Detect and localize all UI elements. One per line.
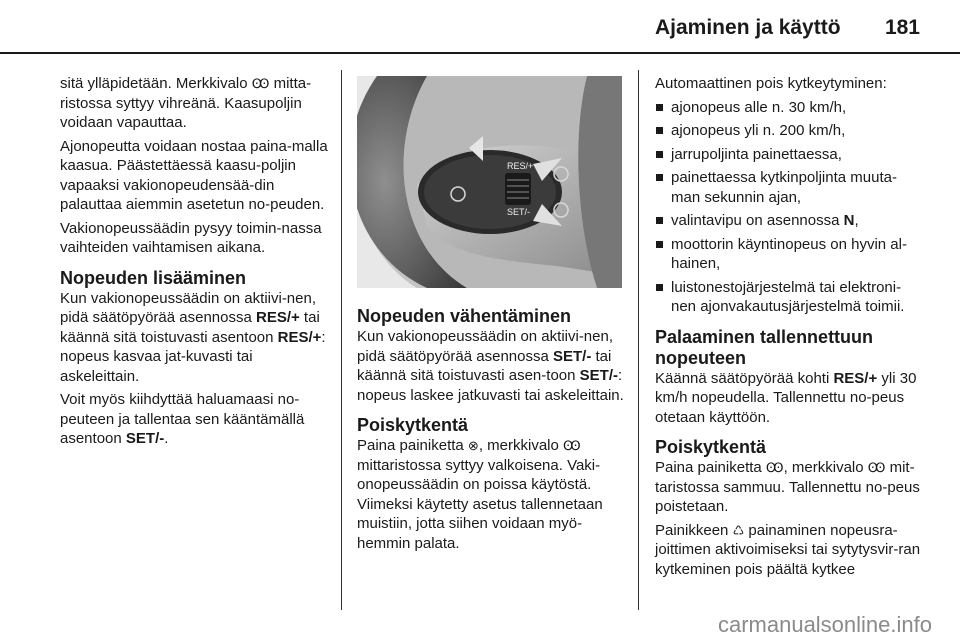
paragraph: Automaattinen pois kytkeytyminen: [655,75,887,92]
paragraph: Paina painiketta ⊗, merkkivalo Ꙭ mittaristossa syttyy valkoisena. Vaki-onopeussäädin on poissa käytöstä. Viimeksi käytetty asetus tallennetaan muistiin, jotta siihen voidaan myö-hemmin palata. [357,437,603,552]
watermark: carmanualsonline.info [717,612,932,637]
cruise-control-indicator-icon: Ꙭ [867,460,886,475]
list-item: luistonestojärjestelmä tai elektroni-nen ajonvakautusjärjestelmä toimii. [655,278,925,317]
cruise-control-button-icon: Ꙭ [765,460,784,475]
paragraph: Voit myös kiihdyttää haluamaasi no-peuteen ja tallentaa sen kääntämällä asentoon SET/-. [60,391,305,447]
column-left [60,74,328,453]
paragraph: Kun vakionopeussäädin on aktiivi-nen, pidä säätöpyörää asennossa SET/- tai käännä sitä toistuvasti asen-toon SET/-: nopeus laskee jatkuvasti tai askeleittain. [357,328,624,404]
page-number: 181 [884,16,920,39]
section-heading-off-2: Poiskytkentä [655,437,767,457]
cruise-control-indicator-icon: Ꙭ [563,438,581,453]
list-item: painettaessa kytkinpoljinta muuta-man sekunnin ajan, [655,168,925,207]
column-middle [357,306,625,557]
section-heading-off: Poiskytkentä [357,415,469,435]
steering-wheel-controls-figure [357,76,622,288]
paragraph: Ajonopeutta voidaan nostaa paina-malla kaasua. Päästettäessä kaasu-poljin vapaaksi vakionopeudensää-din palauttaa aiemmin asetetun no-peuden. [60,137,328,213]
paragraph: Vakionopeussäädin pysyy toimin-nassa vaihteiden vaihtamisen aikana. [60,219,322,256]
list-item: valintavipu on asennossa N, [655,211,925,231]
cruise-control-indicator-icon: Ꙭ [251,76,270,91]
section-heading-decrease: Nopeuden vähentäminen [357,306,572,326]
thumbwheel [505,173,531,205]
section-heading-return: Palaaminen tallennettuun nopeuteen [655,326,874,368]
auto-disengage-list [655,98,925,317]
paragraph: Paina painiketta Ꙭ, merkkivalo Ꙭ mit-taristossa sammuu. Tallennettu no-peus poistetaan. [655,459,920,515]
header-rule [0,52,960,54]
speed-limiter-icon: ♺ [732,522,745,538]
list-item: moottorin käyntinopeus on hyvin al-hainen, [655,235,925,274]
page-header-title: Ajaminen ja käyttö [655,16,841,39]
column-divider-left [341,70,342,610]
paragraph: Käännä säätöpyörää kohti RES/+ yli 30 km/h nopeudella. Tallennettu no-peus otetaan käyttöön. [655,369,917,426]
label-set: SET/- [507,207,531,217]
section-heading-increase: Nopeuden lisääminen [60,267,247,288]
list-item: ajonopeus alle n. 30 km/h, [655,98,925,118]
paragraph: Painikkeen ♺ painaminen nopeusra-joittimen aktivoimiseksi tai sytytysvir-ran kytkeminen pois päältä kytkee [655,521,921,578]
steering-wheel-illustration [357,76,622,288]
cancel-button-icon: ⊗ [467,438,479,453]
list-item: jarrupoljinta painettaessa, [655,145,925,165]
paragraph: Kun vakionopeussäädin on aktiivi-nen, pidä säätöpyörää asennossa RES/+ tai käännä sitä toistuvasti asentoon RES/+: nopeus kasvaa jat-kuvasti tai askeleittain. [60,289,326,385]
paragraph: sitä ylläpidetään. Merkkivalo Ꙭ mitta-ristossa syttyy vihreänä. Kaasupoljin voidaan vapauttaa. [60,75,312,131]
label-res: RES/+ [507,161,534,171]
column-right [655,74,925,583]
list-item: ajonopeus yli n. 200 km/h, [655,121,925,141]
column-divider-right [638,70,639,610]
